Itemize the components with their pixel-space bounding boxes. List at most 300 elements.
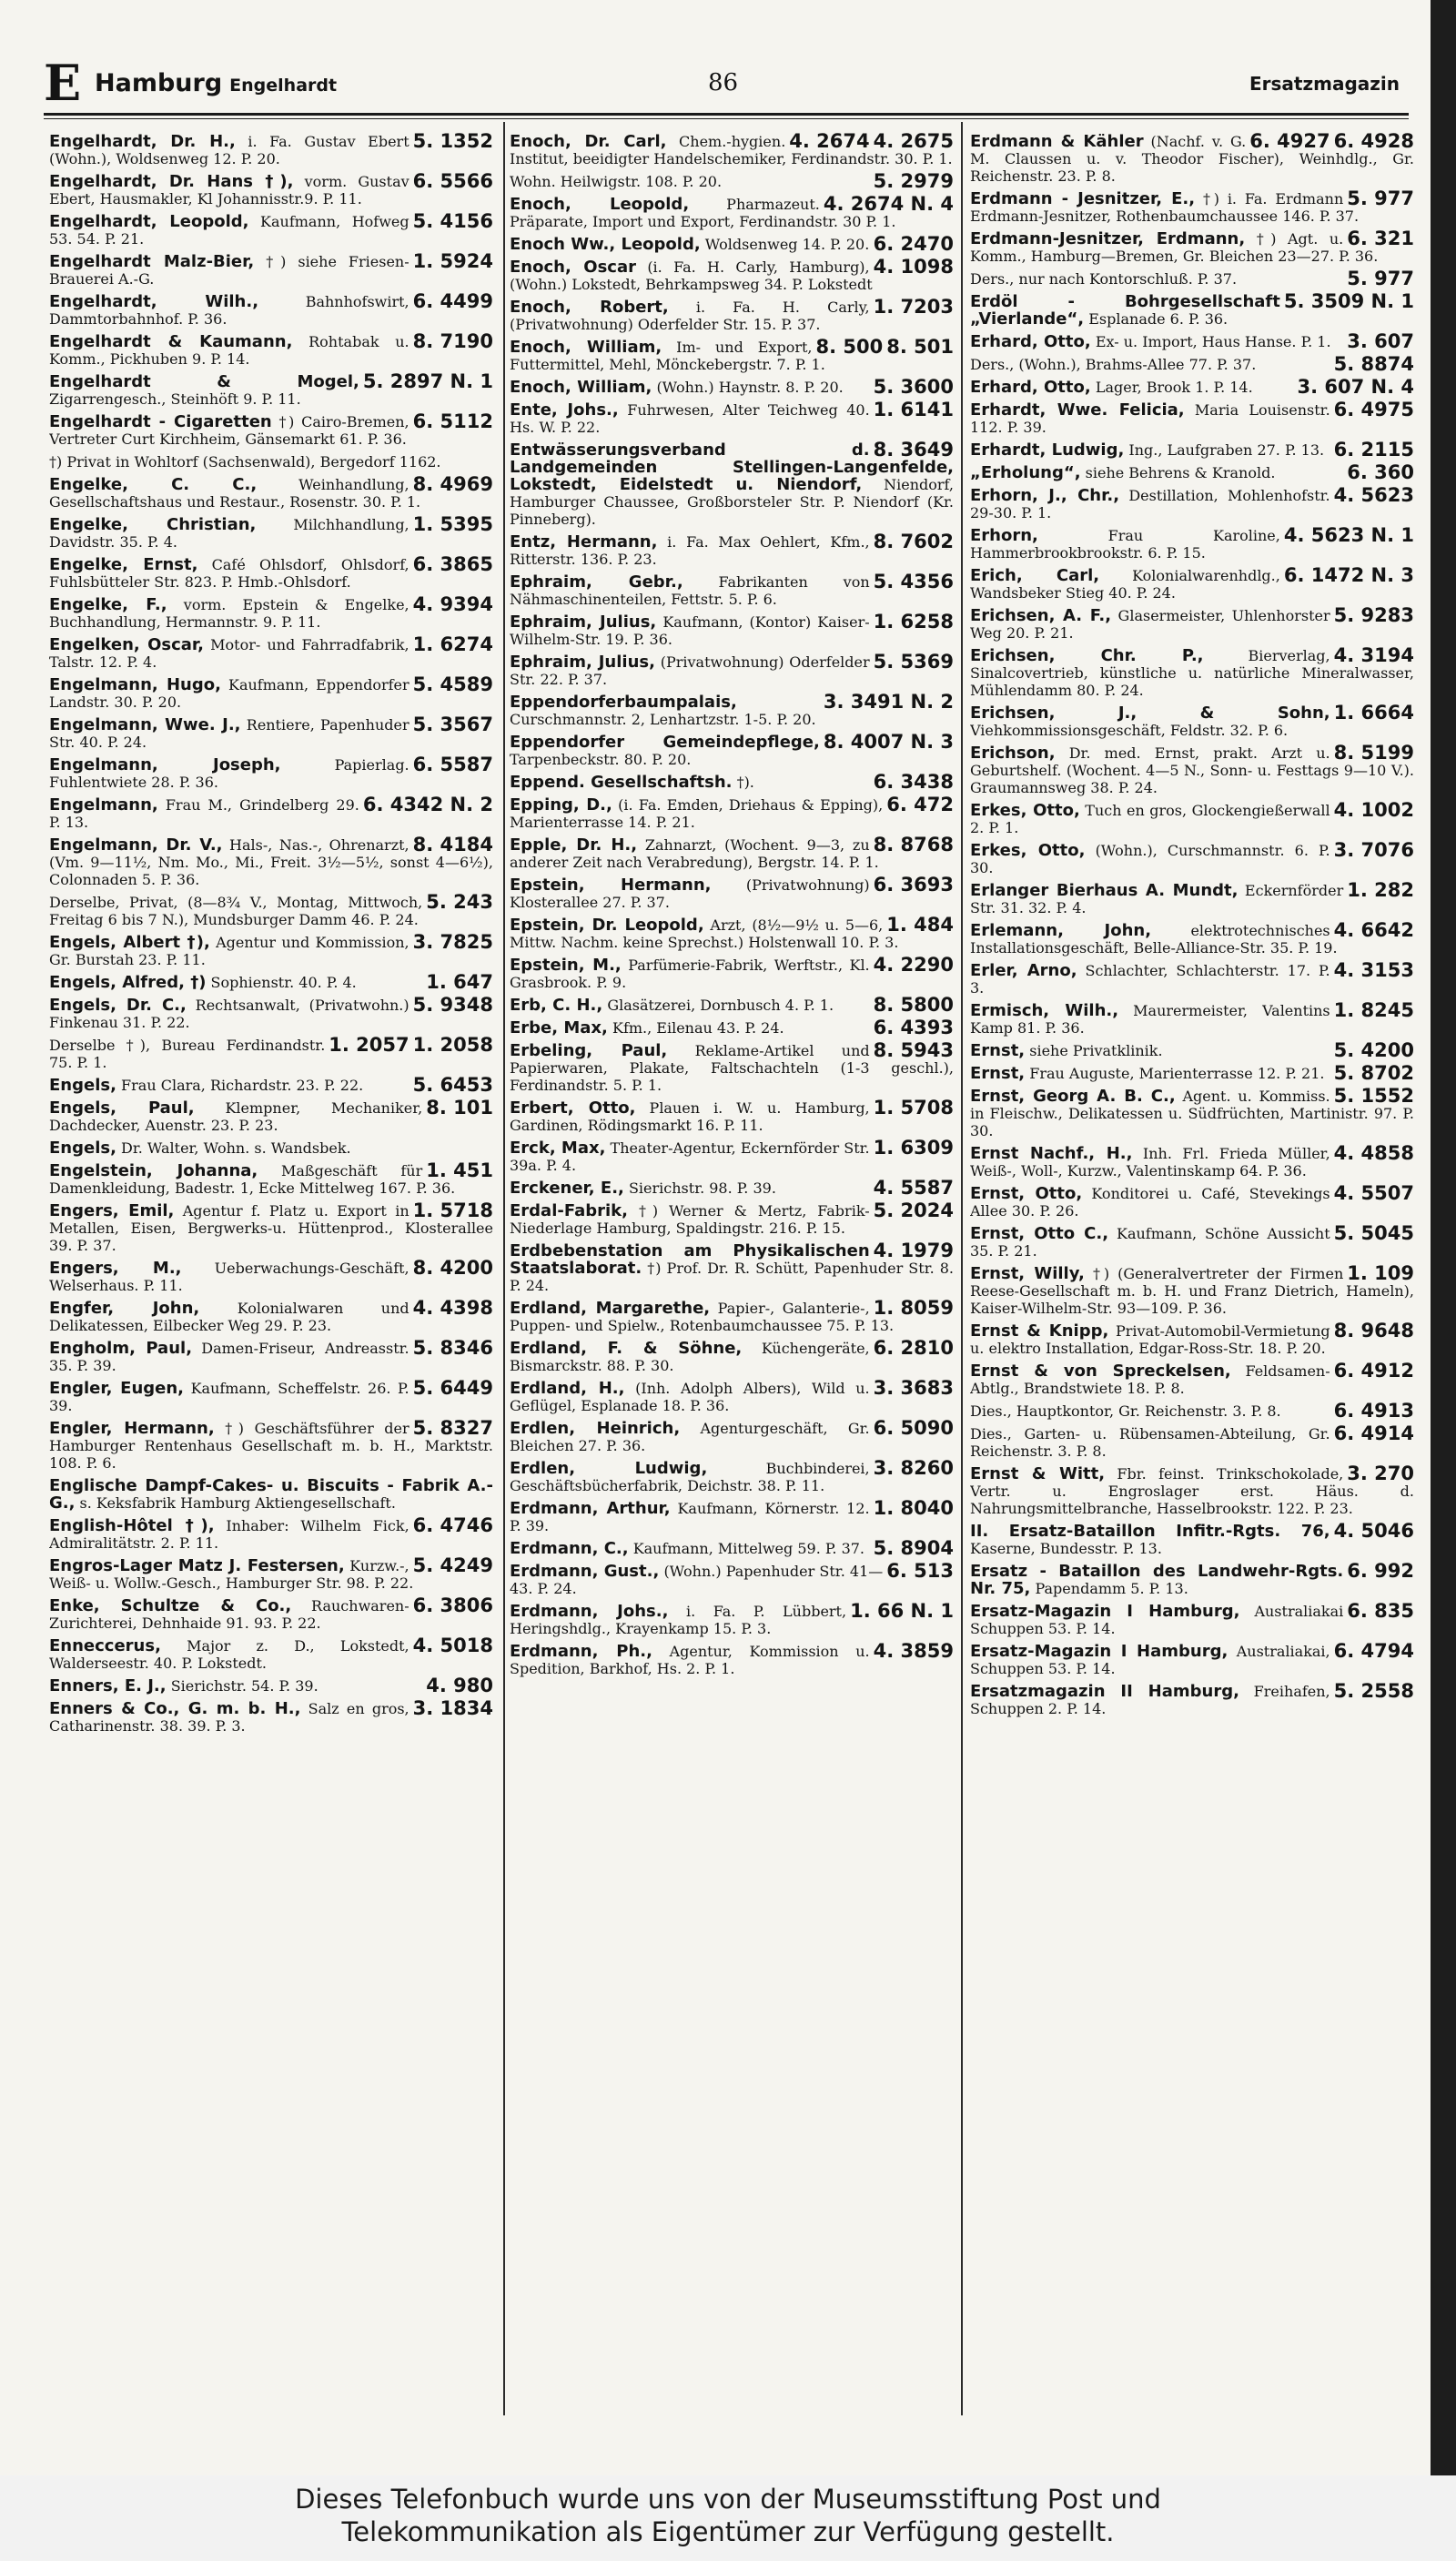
- entry-name: Epstein, M.,: [510, 956, 622, 975]
- entry-details: Kaufmann, Mittelweg 59. P. 37.: [632, 1540, 865, 1557]
- directory-entry: [49, 170, 493, 208]
- entry-name: Engelhardt, Leopold,: [49, 212, 249, 231]
- phone-number: 4. 3194: [1333, 644, 1414, 666]
- directory-entry: [970, 353, 1414, 375]
- phone-number: 6. 2115: [1333, 439, 1414, 461]
- directory-entry: [49, 836, 493, 888]
- entry-name: Ernst Nachf., H.,: [970, 1144, 1133, 1163]
- entry-name: Enoch, William,: [510, 338, 662, 357]
- entry-name: Ernst, Otto,: [970, 1184, 1083, 1203]
- phone-number: 5. 977: [1347, 187, 1414, 209]
- directory-entry: [510, 1297, 954, 1334]
- directory-entry: [970, 330, 1414, 352]
- entry-details: Kolonialwaren und Delikatessen, Eilbecker Weg 29. P. 23.: [49, 1300, 410, 1334]
- directory-entry: [510, 1337, 954, 1374]
- directory-entry: [49, 1099, 493, 1134]
- entry-details: Schlachter, Schlachterstr. 17. P. 3.: [970, 962, 1330, 997]
- entry-name: Enoch, Oscar: [510, 258, 636, 277]
- page-header: [44, 54, 1409, 112]
- phone-number: 4. 4858: [1333, 1142, 1414, 1164]
- entry-name: Epple, Dr. H.,: [510, 835, 638, 855]
- phone-number: 5. 8702: [1333, 1062, 1414, 1084]
- phone-number: 3. 1834: [412, 1697, 493, 1719]
- directory-entry: [970, 1039, 1414, 1061]
- directory-entry: [970, 133, 1414, 185]
- phone-number: 4. 9394: [412, 593, 493, 615]
- entry-details: vorm. Epstein & Engelke, Buchhandlung, Hermannstr. 9. P. 11.: [49, 596, 410, 631]
- phone-number: 5. 977: [1347, 268, 1414, 289]
- entry-name: Erhorn, J., Chr.,: [970, 486, 1120, 505]
- entry-details: †) Geschäftsführer der Hamburger Rentenhaus Gesellschaft m. b. H., Marktstr. 108. P. 6.: [49, 1420, 493, 1472]
- phone-number: 5. 1552: [1333, 1085, 1414, 1107]
- entry-name: Englische Dampf-Cakes- u. Biscuits - Fabrik A.-G.,: [49, 1476, 493, 1513]
- directory-entry: [970, 270, 1414, 288]
- entry-details: (Wohn.) Papenhuder Str. 41—43. P. 24.: [510, 1563, 884, 1597]
- directory-entry: [510, 653, 954, 688]
- directory-entry: [970, 604, 1414, 642]
- entry-name: Erdlen, Heinrich,: [510, 1419, 681, 1438]
- entry-details: Agentur, Kommission u. Spedition, Barkhof, Hs. 2. P. 1.: [510, 1643, 870, 1677]
- directory-entry: [49, 673, 493, 711]
- entry-details: Tarpenbeckstr. 80. P. 20.: [510, 751, 692, 768]
- entry-name: Ernst,: [970, 1041, 1026, 1060]
- phone-number: 8. 5199: [1333, 742, 1414, 764]
- phone-number: 4. 5587: [873, 1177, 954, 1199]
- phone-number: 4. 1979: [873, 1240, 954, 1261]
- entry-name: Ernst & von Spreckelsen,: [970, 1361, 1231, 1381]
- entry-details: †) siehe Friesen-Brauerei A.-G.: [49, 253, 410, 288]
- entry-name: Erhard, Otto,: [970, 378, 1091, 397]
- directory-entry: [970, 839, 1414, 876]
- phone-number: 5. 4589: [412, 673, 493, 695]
- entry-details: †) Prof. Dr. R. Schütt, Papenhuder Str. 8. P. 24.: [510, 1260, 954, 1294]
- phone-number: 6. 4914: [1333, 1422, 1414, 1444]
- directory-entry: [49, 290, 493, 328]
- entry-details: Dr. Walter, Wohn. s. Wandsbek.: [121, 1139, 351, 1157]
- directory-entry: [970, 1600, 1414, 1637]
- entry-name: Engelhardt Malz-Bier,: [49, 252, 255, 271]
- directory-entry: [970, 744, 1414, 796]
- entry-name: Erckener, E.,: [510, 1179, 624, 1198]
- entry-details: (Privatwohnung) Klosterallee 27. P. 37.: [510, 876, 870, 911]
- phone-number: 1. 5708: [873, 1097, 954, 1119]
- directory-entry: [49, 1257, 493, 1294]
- directory-entry: [49, 756, 493, 791]
- directory-entry: [970, 959, 1414, 997]
- entry-details: Dr. med. Ernst, prakt. Arzt u. Geburtshelf. (Wochent. 4—5 N., Sonn- u. Festtags 9—10 V.). Graumannsweg 38. P. 24.: [970, 744, 1414, 796]
- directory-entry: [49, 1477, 493, 1512]
- entry-name: Engels, Paul,: [49, 1098, 195, 1118]
- directory-entry: [970, 484, 1414, 521]
- entry-name: Engelmann,: [49, 795, 158, 815]
- header-rule: [44, 113, 1409, 116]
- phone-number: 8. 7602: [873, 531, 954, 552]
- directory-entry: [49, 633, 493, 671]
- directory-entry: [49, 453, 493, 471]
- entry-details: Eckernförder Str. 31. 32. P. 4.: [970, 882, 1344, 916]
- phone-number: 6. 5587: [412, 754, 493, 775]
- entry-details: Kurzw.-, Weiß- u. Wollw.-Gesch., Hamburger Str. 98. P. 22.: [49, 1557, 414, 1592]
- entry-name: Epping, D.,: [510, 795, 612, 815]
- entry-name: Engler, Hermann,: [49, 1419, 215, 1438]
- phone-number: 6. 3806: [412, 1594, 493, 1616]
- entry-name: Erdlen, Ludwig,: [510, 1459, 708, 1478]
- directory-entry: [510, 193, 954, 230]
- phone-number: 6. 4928: [1333, 133, 1414, 152]
- entry-name: Erhorn,: [970, 526, 1038, 545]
- phone-number: 8. 500: [815, 336, 884, 358]
- entry-name: Engelke, F.,: [49, 595, 167, 614]
- entry-name: Engelhardt & Kaumann,: [49, 332, 293, 351]
- entry-name: Enneccerus,: [49, 1636, 161, 1655]
- entry-details: Papierlag. Fuhlentwiete 28. P. 36.: [49, 756, 410, 791]
- page-number: 86: [708, 69, 739, 96]
- directory-column-1: [49, 133, 493, 2417]
- directory-entry: [510, 1139, 954, 1174]
- entry-details: siehe Privatklinik.: [1029, 1042, 1163, 1059]
- entry-details: Fbr. feinst. Trinkschokolade, Vertr. u. Engroslager erst. Häus. d. Nahrungsmittelbranche, Hasselbrookstr. 122. P. 23.: [970, 1465, 1414, 1517]
- entry-name: Erdmann, C.,: [510, 1539, 629, 1558]
- entry-details: Kaufmann, Körnerstr. 12. P. 39.: [510, 1500, 870, 1534]
- directory-entry: [49, 593, 493, 631]
- entry-name: Engelke, Ernst,: [49, 555, 198, 574]
- directory-entry: [970, 441, 1414, 459]
- entry-name: Engholm, Paul,: [49, 1339, 193, 1358]
- entry-details: Frau M., Grindelberg 29. P. 13.: [49, 796, 359, 831]
- phone-number: 3. 7825: [412, 931, 493, 953]
- phone-number: 1. 484: [886, 914, 954, 936]
- entry-details: Im- und Export, Futtermittel, Mehl, Mönckebergstr. 7. P. 1.: [510, 339, 825, 373]
- phone-number: 6. 4975: [1333, 399, 1414, 420]
- directory-entry: [49, 250, 493, 288]
- entry-details: Kaufmann, Hofweg 53. 54. P. 21.: [49, 213, 410, 248]
- entry-name: Erich, Carl,: [970, 566, 1100, 585]
- directory-entry: [970, 644, 1414, 699]
- page-edge-shadow: [1431, 0, 1456, 2475]
- phone-number: 5. 4249: [412, 1554, 493, 1576]
- directory-entry: [510, 1600, 954, 1637]
- directory-entry: [510, 296, 954, 333]
- entry-details: Papier-, Galanterie-, Puppen- und Spielw., Rotenbaumchaussee 75. P. 13.: [510, 1300, 895, 1334]
- entry-details: Kaufmann, Schöne Aussicht 35. P. 21.: [970, 1225, 1330, 1260]
- entry-details: †) Cairo-Bremen, Vertreter Curt Kirchheim, Gänsemarkt 61. P. 36.: [49, 413, 410, 448]
- entry-details: Ders., (Wohn.), Brahms-Allee 77. P. 37.: [970, 356, 1257, 373]
- entry-name: Erkes, Otto,: [970, 841, 1086, 860]
- entry-details: Salz en gros, Catharinenstr. 38. 39. P. 3.: [49, 1700, 410, 1735]
- phone-number: 4. 6642: [1333, 919, 1414, 941]
- entry-details: †) (Generalvertreter der Firmen Reese-Gesellschaft m. b. H. und Franz Dietrich, Hameln), Kaiser-Wilhelm-Str. 93—109. P. 36.: [970, 1265, 1414, 1317]
- phone-number: 6. 472: [886, 794, 954, 815]
- directory-entry: [510, 1242, 954, 1294]
- entry-name: Erhardt, Wwe. Felicia,: [970, 400, 1185, 420]
- directory-entry: [970, 1262, 1414, 1317]
- entry-name: Entwässerungsverband d. Landgemeinden Stellingen-Langenfelde, Lokstedt, Eidelstedt u. Niendorf,: [510, 440, 954, 494]
- directory-entry: [49, 210, 493, 248]
- entry-details: Weinhandlung, Gesellschaftshaus und Restaur., Rosenstr. 30. P. 1.: [49, 476, 421, 511]
- entry-name: Enoch, Dr. Carl,: [510, 133, 667, 151]
- column-divider: [961, 122, 963, 2415]
- column-divider: [503, 122, 505, 2415]
- directory-entry: [510, 1039, 954, 1094]
- header-first-entry: Engelhardt: [229, 76, 338, 96]
- entry-name: Engels, Alfred, †): [49, 973, 207, 992]
- entry-details: Plauen i. W. u. Hamburg, Gardinen, Rödingsmarkt 16. P. 11.: [510, 1099, 870, 1134]
- directory-entry: [510, 170, 954, 192]
- directory-entry: [970, 1142, 1414, 1179]
- entry-name: Engler, Eugen,: [49, 1379, 185, 1398]
- directory-entry: [49, 1417, 493, 1472]
- phone-number: 3. 3491 N. 2: [823, 691, 954, 713]
- entry-details: Ing., Laufgraben 27. P. 13.: [1128, 441, 1325, 459]
- phone-number: 5. 6453: [412, 1074, 493, 1096]
- directory-entry: [970, 1640, 1414, 1677]
- directory-entry: [510, 1457, 954, 1494]
- entry-details: Hals-, Nas.-, Ohrenarzt, (Vm. 9—11½, Nm. Mo., Mi., Freit. 3½—5½, sonst 4—6½), Colonnaden 5. P. 36.: [49, 836, 493, 888]
- entry-details: Zahnarzt, (Wochent. 9—3, zu anderer Zeit nach Verabredung), Bergstr. 14. P. 1.: [510, 836, 879, 871]
- phone-number: 5. 8346: [412, 1337, 493, 1359]
- entry-name: Enoch, William,: [510, 378, 652, 397]
- entry-details: Pharmazeut. Präparate, Import und Export, Ferdinandstr. 30 P. 1.: [510, 196, 896, 230]
- phone-number: 6. 3865: [412, 553, 493, 575]
- phone-number: 4. 2674: [789, 133, 870, 152]
- phone-number: 4. 2674 N. 4: [823, 193, 954, 215]
- directory-entry: [970, 401, 1414, 436]
- phone-number: 8. 3649: [873, 439, 954, 461]
- entry-name: Eppendorfer Gemeindepflege,: [510, 733, 820, 752]
- entry-details: Glasermeister, Uhlenhorster Weg 20. P. 21.: [970, 607, 1330, 642]
- phone-number: 5. 1352: [412, 133, 493, 152]
- phone-number: 6. 321: [1347, 228, 1414, 249]
- entry-name: Enoch, Leopold,: [510, 195, 690, 214]
- directory-entry: [970, 1520, 1414, 1557]
- directory-entry: [510, 258, 954, 293]
- entry-name: Erlanger Bierhaus A. Mundt,: [970, 881, 1239, 900]
- phone-number: 1. 7203: [873, 296, 954, 318]
- entry-details: Rauchwaren-Zurichterei, Dehnhaide 91. 93. P. 22.: [49, 1597, 410, 1632]
- directory-entry: [49, 716, 493, 751]
- entry-details: †) Agt. u. Komm., Hamburg—Bremen, Gr. Bleichen 23—27. P. 36.: [970, 230, 1379, 265]
- phone-number: 5. 3600: [873, 376, 954, 398]
- directory-entry: [49, 971, 493, 993]
- phone-number: 8. 501: [886, 336, 954, 358]
- directory-entry: [970, 1362, 1414, 1397]
- phone-number: 4. 2290: [873, 954, 954, 976]
- phone-number: 1. 5718: [412, 1200, 493, 1221]
- entry-name: Engelmann, Joseph,: [49, 755, 281, 774]
- phone-number: 6. 4912: [1333, 1360, 1414, 1382]
- entry-details: (i. Fa. Emden, Driehaus & Epping), Marienterrasse 14. P. 21.: [510, 796, 884, 831]
- entry-name: Erdmann-Jesnitzer, Erdmann,: [970, 229, 1246, 248]
- entry-details: †) i. Fa. Erdmann Erdmann-Jesnitzer, Rothenbaumchaussee 146. P. 37.: [970, 190, 1360, 225]
- directory-entry: [49, 1637, 493, 1672]
- directory-entry: [49, 410, 493, 448]
- entry-name: Engros-Lager Matz J. Festersen,: [49, 1556, 345, 1575]
- entry-name: Engels,: [49, 1139, 116, 1158]
- entry-name: Engers, M.,: [49, 1259, 182, 1278]
- entry-details: Theater-Agentur, Eckernförder Str. 39a. P. 4.: [510, 1139, 870, 1174]
- entry-details: Major z. D., Lokstedt, Walderseestr. 40. P. Lokstedt.: [49, 1637, 410, 1672]
- entry-name: Erbeling, Paul,: [510, 1041, 668, 1060]
- entry-name: Engelhardt & Mogel,: [49, 372, 359, 391]
- directory-entry: [49, 370, 493, 408]
- directory-entry: [510, 916, 954, 951]
- entry-details: (i. Fa. H. Carly, Hamburg), (Wohn.) Lokstedt, Behrkampsweg 34. P. Lokstedt: [510, 258, 873, 293]
- entry-name: Erichson,: [970, 744, 1056, 763]
- entry-details: Rentiere, Papenhuder Str. 40. P. 24.: [49, 716, 410, 751]
- entry-details: vorm. Gustav Ebert, Hausmakler, Kl Johannisstr.9. P. 11.: [49, 173, 410, 208]
- directory-entry: [510, 1497, 954, 1534]
- entry-details: Klempner, Mechaniker, Dachdecker, Auenstr. 23. P. 23.: [49, 1099, 423, 1134]
- directory-entry: [970, 879, 1414, 916]
- phone-number: 1. 6141: [873, 399, 954, 420]
- directory-entry: [49, 473, 493, 511]
- entry-details: Damen-Friseur, Andreasstr. 35. P. 39.: [49, 1340, 410, 1374]
- phone-number: 3. 3683: [873, 1377, 954, 1399]
- directory-entry: [510, 376, 954, 398]
- phone-number: 1. 6664: [1333, 702, 1414, 724]
- directory-entry: [510, 233, 954, 255]
- directory-entry: [970, 1560, 1414, 1598]
- phone-number: 6. 360: [1347, 461, 1414, 483]
- entry-details: Maria Louisenstr. 112. P. 39.: [970, 401, 1330, 436]
- directory-entry: [49, 133, 493, 167]
- header-last-entry: Ersatzmagazin: [1249, 73, 1400, 95]
- phone-number: 6. 4342 N. 2: [362, 794, 493, 815]
- phone-number: 4. 3859: [873, 1640, 954, 1662]
- phone-number: 1. 451: [426, 1159, 493, 1181]
- directory-entry: [510, 876, 954, 911]
- directory-entry: [510, 613, 954, 648]
- entry-name: Eppendorferbaumpalais,: [510, 693, 737, 712]
- entry-details: Zigarrengesch., Steinhöft 9. P. 11.: [49, 390, 301, 408]
- directory-entry: [970, 187, 1414, 225]
- entry-details: i. Fa. Max Oehlert, Kfm., Ritterstr. 136. P. 23.: [510, 533, 870, 568]
- directory-entry: [510, 1640, 954, 1677]
- directory-entry: [970, 1465, 1414, 1517]
- directory-entry: [510, 796, 954, 831]
- phone-number: 8. 4969: [412, 473, 493, 495]
- phone-number: 4. 5507: [1333, 1182, 1414, 1204]
- directory-entry: [970, 290, 1414, 329]
- entry-name: Engelhardt, Wilh.,: [49, 292, 259, 311]
- entry-details: Privat-Automobil-Vermietung u. elektro Installation, Edgar-Ross-Str. 18. P. 20.: [970, 1322, 1330, 1357]
- entry-name: Enoch, Robert,: [510, 298, 669, 317]
- phone-number: 6. 513: [886, 1560, 954, 1582]
- phone-number: 5. 8874: [1333, 353, 1414, 375]
- entry-details: Feldsamen-Abtlg., Brandstwiete 18. P. 8.: [970, 1362, 1330, 1397]
- entry-name: „Erholung“,: [970, 463, 1081, 482]
- phone-number: 5. 8327: [412, 1417, 493, 1439]
- entry-details: Dies., Garten- u. Rübensamen-Abteilung, Gr. Reichenstr. 3. P. 8.: [970, 1425, 1330, 1460]
- header-left-label: [95, 69, 337, 97]
- phone-number: 6. 2810: [873, 1337, 954, 1359]
- phone-number: 8. 9648: [1333, 1320, 1414, 1341]
- directory-entry: [970, 1680, 1414, 1717]
- phone-number: 3. 8260: [873, 1457, 954, 1479]
- footer-line-2: Telekommunikation als Eigentümer zur Verfügung gestellt.: [341, 2516, 1115, 2547]
- entry-name: Ernst & Witt,: [970, 1464, 1106, 1483]
- directory-entry: [510, 1179, 954, 1197]
- entry-details: Chem.-hygien. Institut, beeidigter Handelschemiker, Ferdinandstr. 30. P. 1.: [510, 133, 953, 167]
- entry-name: Eppend. Gesellschaftsh.: [510, 773, 733, 792]
- directory-entry: [49, 1677, 493, 1695]
- phone-number: 1. 282: [1347, 879, 1414, 901]
- entry-details: Kaufmann, Scheffelstr. 26. P. 39.: [49, 1380, 410, 1414]
- directory-entry: [970, 1402, 1414, 1420]
- directory-column-3: [970, 133, 1414, 2417]
- directory-entry: [970, 1322, 1414, 1357]
- entry-details: Rohtabak u. Komm., Pickhuben 9. P. 14.: [49, 333, 410, 368]
- directory-entry: [49, 1139, 493, 1157]
- phone-number: 4. 1002: [1333, 799, 1414, 821]
- entry-details: i. Fa. Gustav Ebert (Wohn.), Woldsenweg 12. P. 20.: [49, 133, 410, 167]
- entry-details: Kaufmann, (Kontor) Kaiser-Wilhelm-Str. 19. P. 36.: [510, 613, 870, 648]
- entry-name: Enoch Ww., Leopold,: [510, 235, 701, 254]
- entry-name: Erler, Arno,: [970, 961, 1077, 980]
- header-city: Hamburg: [95, 69, 223, 97]
- directory-entry: [49, 796, 493, 831]
- phone-number: 8. 7190: [412, 330, 493, 352]
- directory-entry: [510, 771, 954, 793]
- entry-name: Ephraim, Julius,: [510, 653, 655, 672]
- directory-entry: [510, 994, 954, 1016]
- entry-details: Ders., nur nach Kontorschluß. P. 37.: [970, 270, 1238, 288]
- entry-name: Engers, Emil,: [49, 1201, 175, 1220]
- phone-number: 1. 8059: [873, 1297, 954, 1319]
- phone-number: 1. 8245: [1333, 999, 1414, 1021]
- directory-entry: [49, 1337, 493, 1374]
- entry-name: Erdland, H.,: [510, 1379, 625, 1398]
- directory-entry: [510, 133, 954, 167]
- entry-details: Milchhandlung, Davidstr. 35. P. 4.: [49, 516, 410, 551]
- entry-details: Fabrikanten von Nähmaschinenteilen, Fettstr. 5. P. 6.: [510, 573, 870, 608]
- directory-column-2: [510, 133, 954, 2417]
- entry-details: Arzt, (8½—9½ u. 5—6, Mittw. Nachm. keine Sprechst.) Holstenwall 10. P. 3.: [510, 916, 899, 951]
- directory-entry: [510, 336, 954, 373]
- entry-name: Erdmann, Gust.,: [510, 1562, 660, 1581]
- directory-entry: [510, 731, 954, 768]
- directory-entry: [49, 1377, 493, 1414]
- entry-name: Epstein, Hermann,: [510, 876, 712, 895]
- entry-details: Woldsenweg 14. P. 20.: [704, 236, 870, 253]
- phone-number: 1. 8040: [873, 1497, 954, 1519]
- phone-number: 4. 2675: [873, 133, 954, 152]
- phone-number: 4. 4398: [412, 1297, 493, 1319]
- entry-name: Erb, C. H.,: [510, 996, 603, 1015]
- phone-number: 5. 3509 N. 1: [1283, 290, 1414, 312]
- entry-details: Curschmannstr. 2, Lenhartzstr. 1-5. P. 20.: [510, 711, 816, 728]
- phone-number: 3. 7076: [1333, 839, 1414, 861]
- entry-name: Erdöl - Bohrgesellschaft „Vierlande“,: [970, 292, 1280, 329]
- entry-details: Fuhrwesen, Alter Teichweg 40. Hs. W. P. 22.: [510, 401, 870, 436]
- entry-name: Erhard, Otto,: [970, 332, 1091, 351]
- entry-details: siehe Behrens & Kranold.: [1085, 464, 1276, 481]
- phone-number: 4. 5018: [412, 1635, 493, 1656]
- phone-number: 3. 607: [1347, 330, 1414, 352]
- entry-name: Enke, Schultze & Co.,: [49, 1596, 292, 1615]
- phone-number: 1. 2058: [412, 1034, 493, 1056]
- footer-line-1: Dieses Telefonbuch wurde uns von der Museumsstiftung Post und: [295, 2484, 1161, 2515]
- phone-number: 5. 3567: [412, 714, 493, 735]
- entry-name: Ernst,: [970, 1064, 1026, 1083]
- phone-number: 8. 5943: [873, 1039, 954, 1061]
- directory-entry: [510, 441, 954, 528]
- entry-details: †).: [736, 774, 754, 791]
- phone-number: 1. 6274: [412, 633, 493, 655]
- entry-name: Erck, Max,: [510, 1139, 606, 1158]
- entry-name: Engelke, Christian,: [49, 515, 257, 534]
- directory-entry: [970, 704, 1414, 739]
